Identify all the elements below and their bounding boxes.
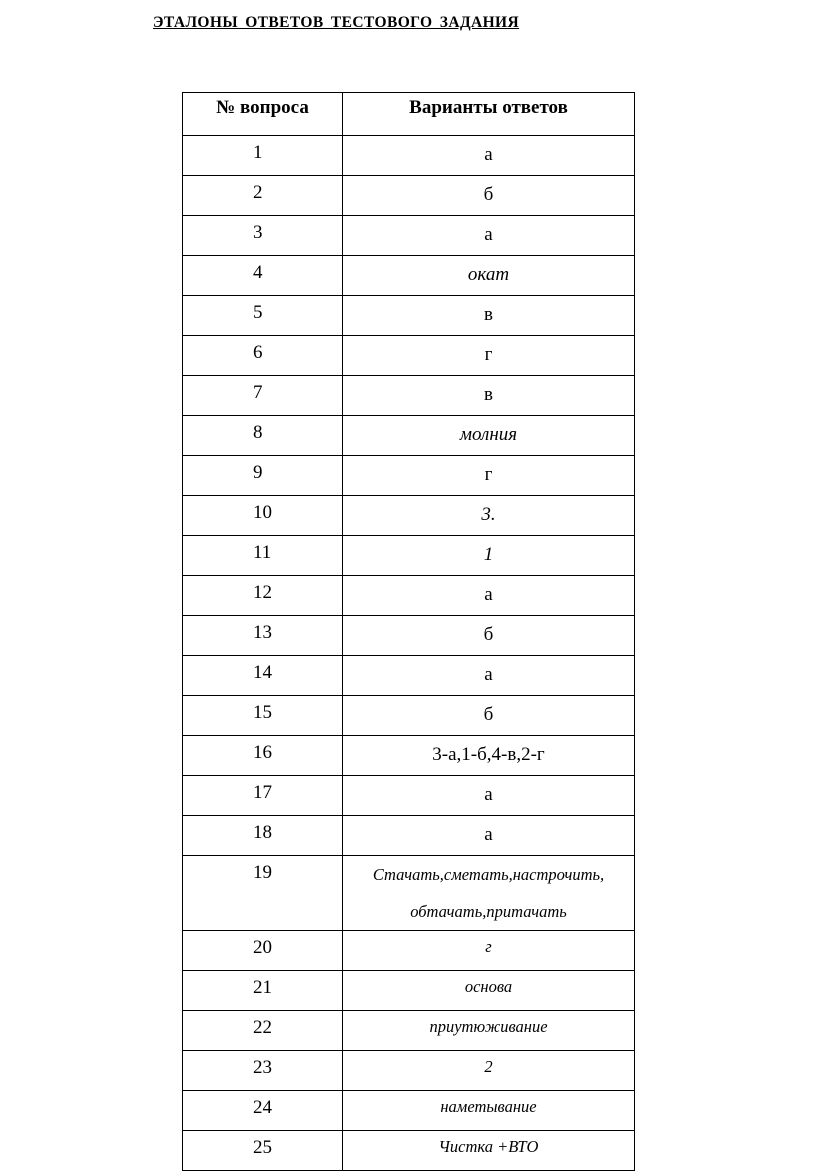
question-number: 3 [183, 216, 343, 256]
answer-cell: а [343, 656, 635, 696]
document-title: ЭТАЛОНЫ ОТВЕТОВ ТЕСТОВОГО ЗАДАНИЯ [153, 14, 520, 31]
table-row [183, 816, 635, 856]
question-number: 10 [183, 496, 343, 536]
table-row [183, 376, 635, 416]
question-number: 24 [183, 1091, 343, 1131]
table-row [183, 696, 635, 736]
answer-cell: а [343, 816, 635, 856]
question-number: 19 [183, 856, 343, 931]
question-number: 16 [183, 736, 343, 776]
table-row [183, 776, 635, 816]
answer-cell: 3. [343, 496, 635, 536]
question-number: 17 [183, 776, 343, 816]
question-number: 11 [183, 536, 343, 576]
answer-cell: а [343, 216, 635, 256]
question-number: 20 [183, 931, 343, 971]
table-row [183, 296, 635, 336]
question-number: 21 [183, 971, 343, 1011]
table-row [183, 336, 635, 376]
question-number: 14 [183, 656, 343, 696]
table-row [183, 856, 635, 931]
table-row [183, 656, 635, 696]
answer-cell: в [343, 296, 635, 336]
table-row [183, 536, 635, 576]
answer-key-table [182, 92, 635, 1171]
question-number: 4 [183, 256, 343, 296]
answer-cell: 1 [343, 536, 635, 576]
question-number: 8 [183, 416, 343, 456]
table-row [183, 256, 635, 296]
table-row [183, 216, 635, 256]
answer-cell: окат [343, 256, 635, 296]
answer-cell: а [343, 776, 635, 816]
answer-cell: г [343, 456, 635, 496]
answer-cell: б [343, 696, 635, 736]
table-row [183, 576, 635, 616]
question-number: 12 [183, 576, 343, 616]
question-number: 6 [183, 336, 343, 376]
table-row [183, 931, 635, 971]
table-row [183, 176, 635, 216]
answer-cell: 3-а,1-б,4-в,2-г [343, 736, 635, 776]
answer-cell: а [343, 136, 635, 176]
answer-cell: г [343, 336, 635, 376]
table-row [183, 136, 635, 176]
table-row [183, 971, 635, 1011]
question-number: 25 [183, 1131, 343, 1171]
answer-cell: Чистка +ВТО [343, 1131, 635, 1171]
answer-cell: а [343, 576, 635, 616]
table-row [183, 736, 635, 776]
table-row [183, 1091, 635, 1131]
table-row [183, 616, 635, 656]
table-row [183, 1011, 635, 1051]
answer-cell: в [343, 376, 635, 416]
table-row [183, 1051, 635, 1091]
question-number: 23 [183, 1051, 343, 1091]
answer-cell: 2 [343, 1051, 635, 1091]
question-number: 22 [183, 1011, 343, 1051]
answer-line: Стачать,сметать,настрочить, [372, 865, 605, 884]
answer-cell: б [343, 616, 635, 656]
header-question-number: № вопроса [183, 93, 343, 136]
answer-line: обтачать,притачать [410, 902, 567, 921]
question-number: 9 [183, 456, 343, 496]
answer-cell: основа [343, 971, 635, 1011]
question-number: 7 [183, 376, 343, 416]
question-number: 13 [183, 616, 343, 656]
question-number: 2 [183, 176, 343, 216]
answer-cell: б [343, 176, 635, 216]
table-row [183, 496, 635, 536]
question-number: 15 [183, 696, 343, 736]
answer-cell: приутюживание [343, 1011, 635, 1051]
table-row [183, 416, 635, 456]
table-row [183, 1131, 635, 1171]
answer-cell: молния [343, 416, 635, 456]
table-header-row [183, 93, 635, 136]
answer-cell: г [343, 931, 635, 971]
answer-cell: наметывание [343, 1091, 635, 1131]
question-number: 18 [183, 816, 343, 856]
answer-cell [343, 856, 635, 931]
question-number: 5 [183, 296, 343, 336]
question-number: 1 [183, 136, 343, 176]
header-answer-variants: Варианты ответов [343, 93, 635, 136]
table-row [183, 456, 635, 496]
